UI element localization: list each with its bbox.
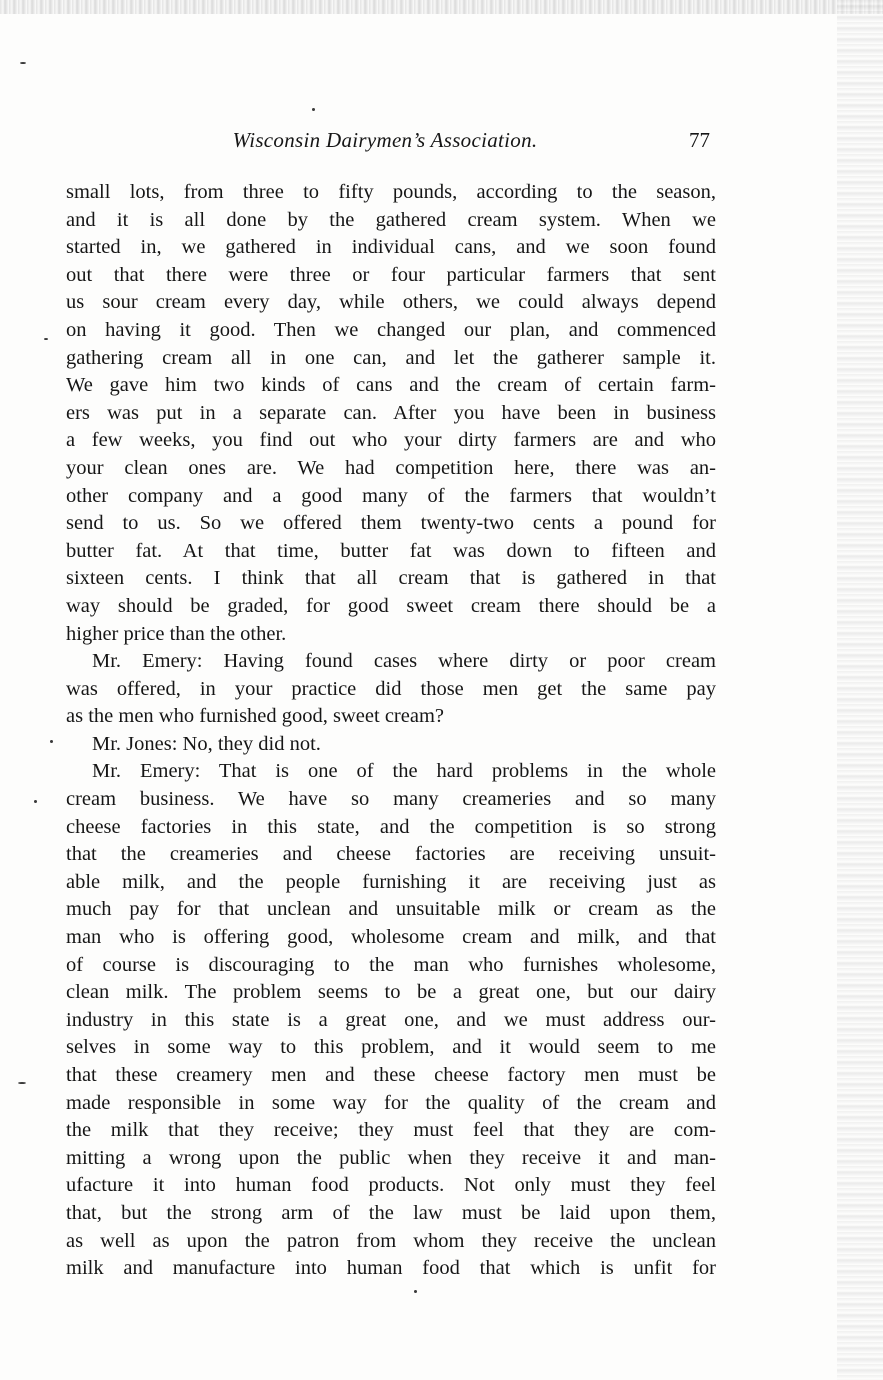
scan-speck <box>44 338 48 340</box>
text-line: mitting a wrong upon the public when they receive it and man- <box>66 1146 716 1169</box>
scan-speck <box>20 62 26 64</box>
text-line: as well as upon the patron from whom they receive the unclean <box>66 1229 716 1252</box>
text-line: cream business. We have so many creameries and so many <box>66 788 716 811</box>
text-line: way should be graded, for good sweet cream there should be a <box>66 594 716 617</box>
text-line: We gave him two kinds of cans and the cream of certain farm- <box>66 374 716 397</box>
text-line: that these creamery men and these cheese factory men must be <box>66 1064 716 1086</box>
text-line: cheese factories in this state, and the competition is so strong <box>66 815 716 838</box>
text-line: selves in some way to this problem, and it would seem to me <box>66 1036 716 1059</box>
text-line: milk and manufacture into human food that which is unfit for <box>66 1257 716 1280</box>
text-line: that, but the strong arm of the law must be laid upon them, <box>66 1201 716 1224</box>
text-line: as the men who furnished good, sweet cream? <box>66 705 444 728</box>
text-line: the milk that they receive; they must feel that they are com- <box>66 1119 716 1142</box>
text-line: ers was put in a separate can. After you have been in business <box>66 401 716 424</box>
text-line: higher price than the other. <box>66 622 287 645</box>
scan-speck <box>18 1082 26 1084</box>
text-line: small lots, from three to fifty pounds, according to the season, <box>66 181 716 203</box>
page-number: 77 <box>689 128 710 152</box>
scan-speck <box>50 740 53 743</box>
page-header <box>0 128 883 158</box>
text-line: a few weeks, you find out who your dirty farmers are and who <box>66 429 716 452</box>
body-text <box>66 179 716 1283</box>
text-line: Mr. Jones: No, they did not. <box>92 732 321 755</box>
text-line: your clean ones are. We had competition here, there was an- <box>66 456 716 479</box>
text-line: ufacture it into human food products. Not only must they feel <box>66 1174 716 1197</box>
text-line: sixteen cents. I think that all cream that is gathered in that <box>66 567 716 590</box>
scan-edge-top <box>0 0 883 14</box>
text-line: Mr. Emery: That is one of the hard problems in the whole <box>92 760 716 783</box>
text-line: industry in this state is a great one, and we must address our- <box>66 1008 716 1031</box>
text-line: gathering cream all in one can, and let the gatherer sample it. <box>66 346 716 369</box>
text-line: out that there were three or four particular farmers that sent <box>66 263 716 286</box>
text-line: clean milk. The problem seems to be a great one, but our dairy <box>66 981 716 1004</box>
text-line: that the creameries and cheese factories are receiving unsuit- <box>66 843 716 866</box>
scan-speck <box>312 108 315 111</box>
text-line: us sour cream every day, while others, we could always depend <box>66 291 716 314</box>
text-line: on having it good. Then we changed our plan, and commenced <box>66 318 716 341</box>
scan-speck <box>34 800 37 803</box>
text-line: much pay for that unclean and unsuitable milk or cream as the <box>66 898 716 921</box>
text-line: started in, we gathered in individual cans, and we soon found <box>66 236 716 259</box>
text-line: able milk, and the people furnishing it are receiving just as <box>66 870 716 893</box>
running-title: Wisconsin Dairymen’s Association. <box>232 128 538 152</box>
text-line: other company and a good many of the farmers that wouldn’t <box>66 484 716 507</box>
text-line: man who is offering good, wholesome cream and milk, and that <box>66 926 716 949</box>
text-line: butter fat. At that time, butter fat was down to fifteen and <box>66 539 716 562</box>
text-line: send to us. So we offered them twenty-two cents a pound for <box>66 512 716 535</box>
text-line: Mr. Emery: Having found cases where dirty or poor cream <box>92 650 716 673</box>
scan-speck <box>414 1290 417 1293</box>
text-line: of course is discouraging to the man who furnishes wholesome, <box>66 953 716 976</box>
text-line: made responsible in some way for the quality of the cream and <box>66 1091 716 1114</box>
text-line: was offered, in your practice did those men get the same pay <box>66 677 716 700</box>
text-line: and it is all done by the gathered cream system. When we <box>66 208 716 231</box>
scan-edge-right <box>837 0 883 1380</box>
